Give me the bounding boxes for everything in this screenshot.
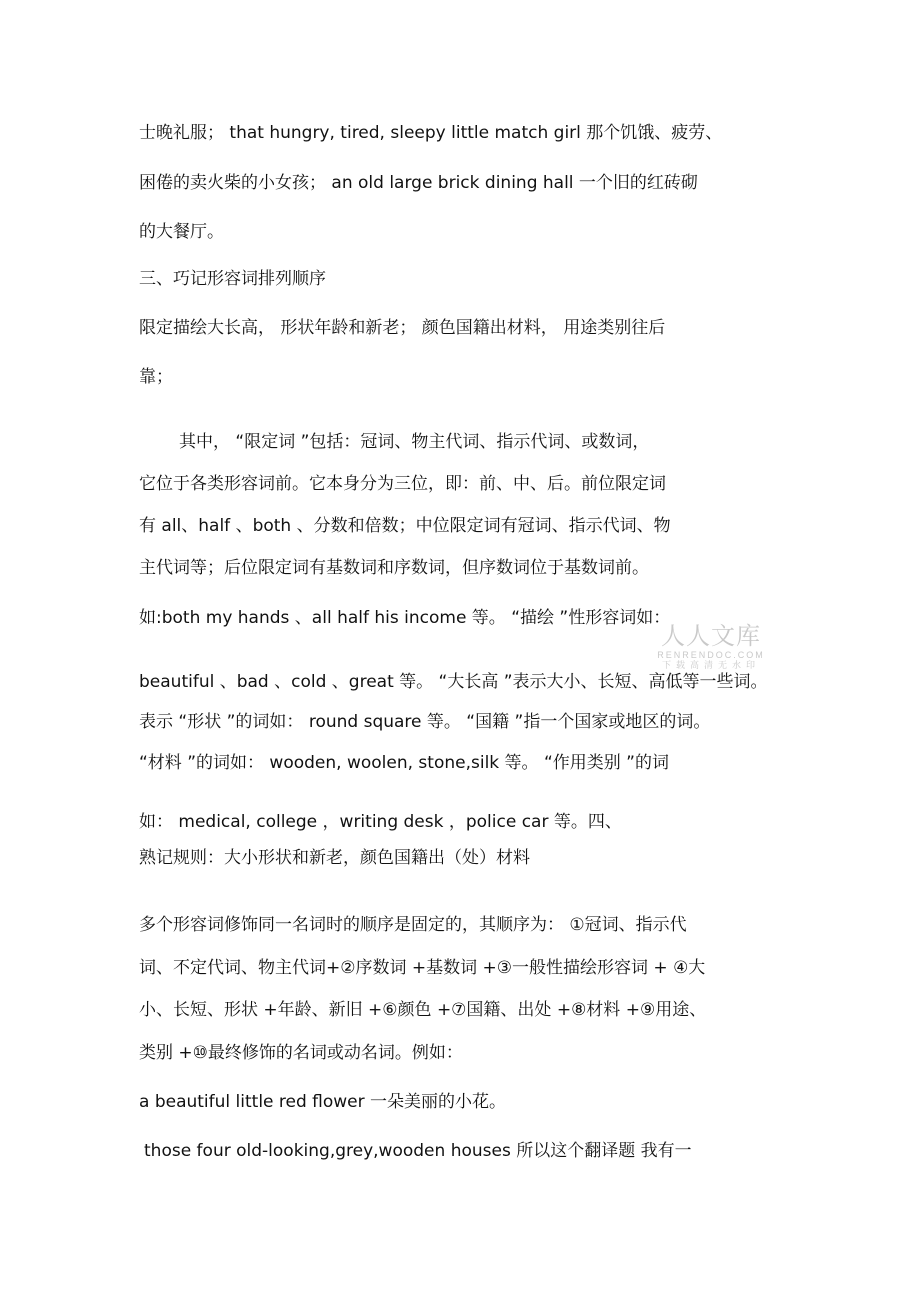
text-line: a beautiful little red flower 一朵美丽的小花。 bbox=[139, 1092, 507, 1112]
text-line: 主代词等；后位限定词有基数词和序数词，但序数词位于基数词前。 bbox=[139, 558, 649, 578]
text-line: beautiful 、bad 、cold 、great 等。 “大长高 ”表示大小、长短、高低等一些词。 bbox=[139, 672, 768, 692]
watermark-subtitle: 下载高清无水印 bbox=[661, 661, 760, 671]
text-line: 熟记规则：大小形状和新老，颜色国籍出（处）材料 bbox=[139, 848, 530, 868]
text-line: 多个形容词修饰同一名词时的顺序是固定的，其顺序为： ①冠词、指示代 bbox=[139, 915, 687, 935]
text-line: 词、不定代词、物主代词+②序数词 +基数词 +③一般性描绘形容词 + ④大 bbox=[139, 958, 706, 978]
text-line: 士晚礼服； that hungry, tired, sleepy little match girl 那个饥饿、疲劳、 bbox=[139, 123, 723, 143]
text-line: 小、长短、形状 +年龄、新旧 +⑥颜色 +⑦国籍、出处 +⑧材料 +⑨用途、 bbox=[139, 1000, 707, 1020]
text-line: 困倦的卖火柴的小女孩； an old large brick dining hall 一个旧的红砖砌 bbox=[139, 173, 698, 193]
text-line: “材料 ”的词如： wooden, woolen, stone,silk 等。 “作用类别 ”的词 bbox=[139, 753, 669, 773]
section-heading: 三、巧记形容词排列顺序 bbox=[139, 269, 326, 289]
text-line: 表示 “形状 ”的词如： round square 等。 “国籍 ”指一个国家或地区的词。 bbox=[139, 712, 711, 732]
text-line: 有 all、half 、both 、分数和倍数；中位限定词有冠词、指示代词、物 bbox=[139, 516, 671, 536]
text-line: 如： medical, college ，writing desk ，police car 等。四、 bbox=[139, 812, 622, 832]
text-line: 它位于各类形容词前。它本身分为三位，即：前、中、后。前位限定词 bbox=[139, 474, 666, 494]
text-line: 的大餐厅。 bbox=[139, 222, 224, 242]
text-line: 其中， “限定词 ”包括：冠词、物主代词、指示代词、或数词， bbox=[179, 432, 650, 452]
text-line: those four old-looking,grey,wooden houses 所以这个翻译题 我有一 bbox=[144, 1141, 692, 1161]
text-line: 限定描绘大长高， 形状年龄和新老； 颜色国籍出材料， 用途类别往后 bbox=[139, 318, 666, 338]
text-line: 靠； bbox=[139, 367, 173, 387]
watermark-title: 人人文库 bbox=[661, 622, 761, 650]
text-line: 如:both my hands 、all half his income 等。 “描绘 ”性形容词如： bbox=[139, 608, 671, 628]
text-line: 类别 +⑩最终修饰的名词或动名词。例如： bbox=[139, 1043, 463, 1063]
watermark-domain: RENRENDOC.COM bbox=[657, 650, 765, 660]
